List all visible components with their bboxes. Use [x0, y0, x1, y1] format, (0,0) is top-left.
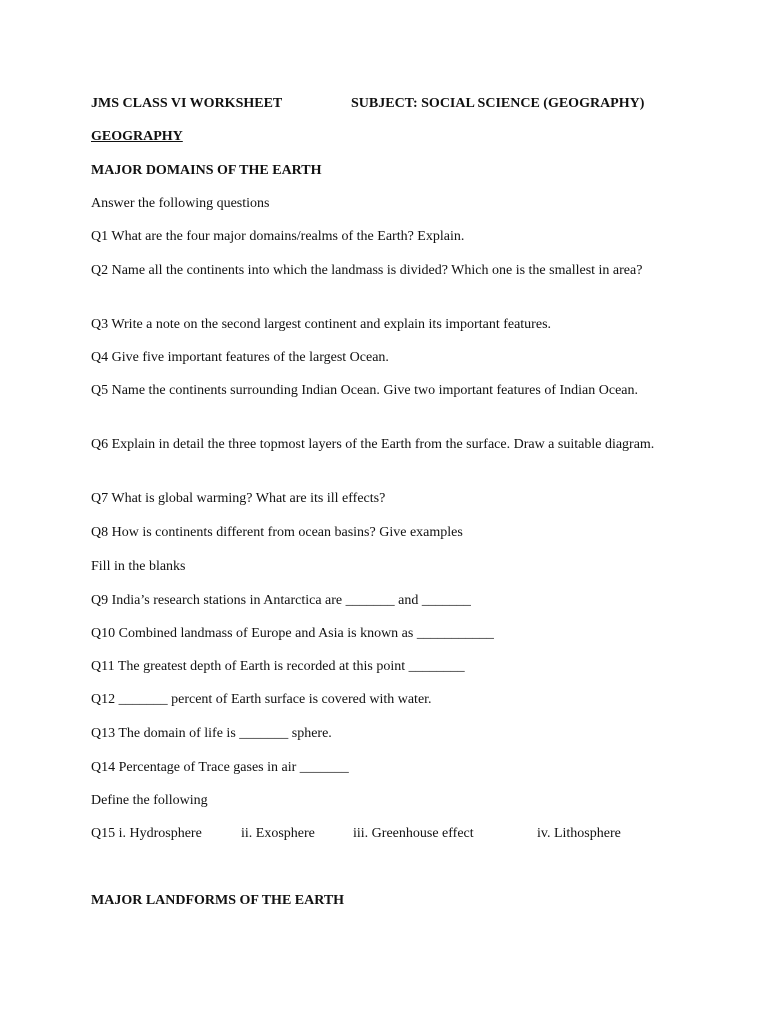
question-q1: Q1 What are the four major domains/realms of the Earth? Explain. — [91, 229, 465, 244]
instruction-define: Define the following — [91, 793, 208, 808]
question-q8: Q8 How is continents different from ocean basins? Give examples — [91, 525, 463, 540]
chapter-title-landforms: MAJOR LANDFORMS OF THE EARTH — [91, 893, 345, 908]
instruction-answer: Answer the following questions — [91, 196, 270, 211]
q15-lithosphere: iv. Lithosphere — [537, 826, 621, 841]
header-class: JMS CLASS VI WORKSHEET — [91, 96, 283, 111]
question-q7: Q7 What is global warming? What are its ill effects? — [91, 491, 386, 506]
q15-hydrosphere: Q15 i. Hydrosphere — [91, 826, 202, 841]
question-q2: Q2 Name all the continents into which the landmass is divided? Which one is the smallest in area? — [91, 263, 643, 278]
q15-exosphere: ii. Exosphere — [241, 826, 315, 841]
question-q10: Q10 Combined landmass of Europe and Asia is known as ___________ — [91, 626, 494, 641]
section-title: GEOGRAPHY — [91, 129, 183, 144]
question-q12: Q12 _______ percent of Earth surface is covered with water. — [91, 692, 432, 707]
header-subject: SUBJECT: SOCIAL SCIENCE (GEOGRAPHY) — [351, 96, 645, 111]
chapter-title-domains: MAJOR DOMAINS OF THE EARTH — [91, 163, 322, 178]
question-q9: Q9 India’s research stations in Antarctica are _______ and _______ — [91, 593, 471, 608]
question-q15 — [91, 823, 651, 844]
question-q13: Q13 The domain of life is _______ sphere. — [91, 726, 332, 741]
instruction-fill-blanks: Fill in the blanks — [91, 559, 186, 574]
question-q6: Q6 Explain in detail the three topmost layers of the Earth from the surface. Draw a suitable diagram. — [91, 437, 655, 452]
question-q11: Q11 The greatest depth of Earth is recorded at this point ________ — [91, 659, 465, 674]
question-q5: Q5 Name the continents surrounding Indian Ocean. Give two important features of Indian Ocean. — [91, 383, 638, 398]
question-q3: Q3 Write a note on the second largest continent and explain its important features. — [91, 317, 552, 332]
q15-greenhouse-effect: iii. Greenhouse effect — [353, 826, 474, 841]
question-q14: Q14 Percentage of Trace gases in air _______ — [91, 760, 349, 775]
question-q4: Q4 Give five important features of the largest Ocean. — [91, 350, 389, 365]
